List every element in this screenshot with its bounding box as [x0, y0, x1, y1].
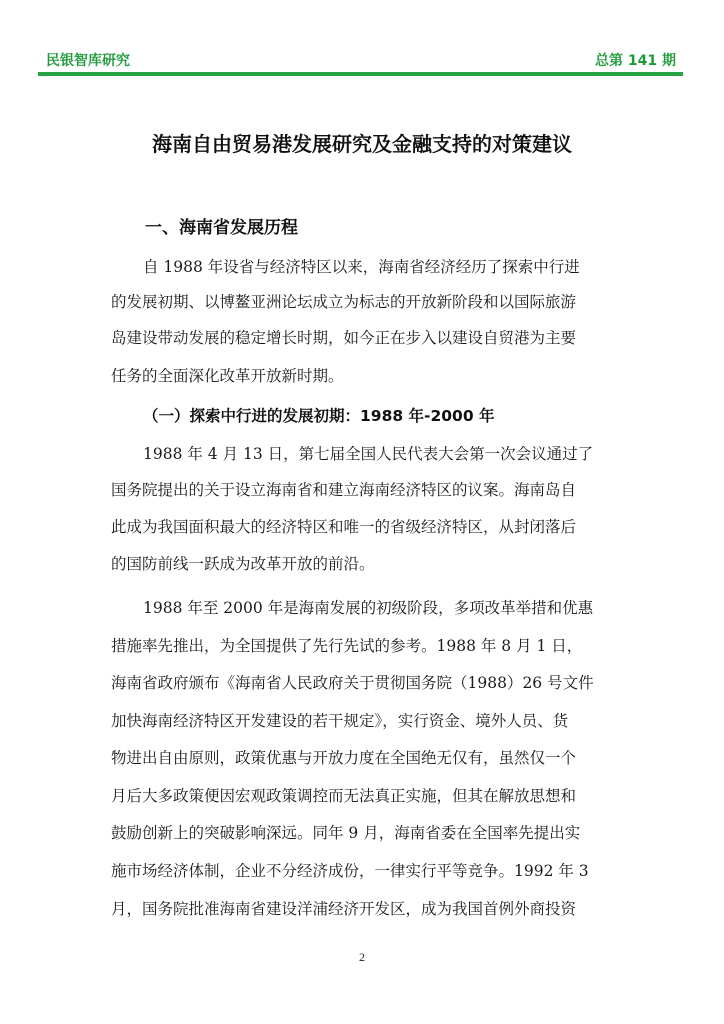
para2-line-4: 加快海南经济特区开发建设的若干规定》，实行资金、境外人员、货: [111, 712, 569, 730]
intro-line-2: 的发展初期、以博鳌亚洲论坛成立为标志的开放新阶段和以国际旅游: [111, 293, 577, 311]
para2-line-5: 物进出自由原则，政策优惠与开放力度在全国绝无仅有，虽然仅一个: [111, 749, 577, 767]
para1-line-4: 的国防前线一跃成为改革开放的前沿。: [111, 555, 375, 573]
intro-line-3: 岛建设带动发展的稳定增长时期，如今正在步入以建设自贸港为主要: [111, 329, 577, 347]
para1-line-3: 此成为我国面积最大的经济特区和唯一的省级经济特区，从封闭落后: [111, 518, 577, 536]
para1-line-2: 国务院提出的关于设立海南省和建立海南经济特区的议案。海南岛自: [111, 481, 577, 499]
para2-line-3: 海南省政府颁布《海南省人民政府关于贯彻国务院（1988）26 号文件: [111, 674, 594, 692]
para2-line-9: 月，国务院批准海南省建设洋浦经济开发区，成为我国首例外商投资: [111, 900, 577, 918]
page-header: [46, 50, 676, 74]
publication-name: 民银智库研究: [46, 53, 130, 69]
intro-line-4: 任务的全面深化改革开放新时期。: [111, 367, 344, 385]
para2-line-7: 鼓励创新上的突破影响深远。同年 9 月，海南省委在全国率先提出实: [111, 824, 581, 842]
header-divider: [38, 72, 683, 76]
section-heading: 一、海南省发展历程: [145, 218, 298, 238]
page-number: 2: [359, 950, 365, 964]
para2-line-6: 月后大多政策便因宏观政策调控而无法真正实施，但其在解放思想和: [111, 787, 577, 805]
para2-line-1: 1988 年至 2000 年是海南发展的初级阶段，多项改革举措和优惠: [143, 599, 594, 617]
subsection-heading: （一）探索中行进的发展初期：1988 年-2000 年: [143, 407, 495, 425]
issue-number: 总第 141 期: [595, 53, 676, 69]
para2-line-2: 措施率先推出，为全国提供了先行先试的参考。1988 年 8 月 1 日，: [111, 637, 583, 655]
para2-line-8: 施市场经济体制，企业不分经济成份，一律实行平等竞争。1992 年 3: [111, 862, 589, 880]
para1-line-1: 1988 年 4 月 13 日，第七届全国人民代表大会第一次会议通过了: [143, 445, 594, 463]
intro-line-1: 自 1988 年设省与经济特区以来，海南省经济经历了探索中行进: [143, 258, 580, 276]
document-title: 海南自由贸易港发展研究及金融支持的对策建议: [152, 132, 572, 156]
